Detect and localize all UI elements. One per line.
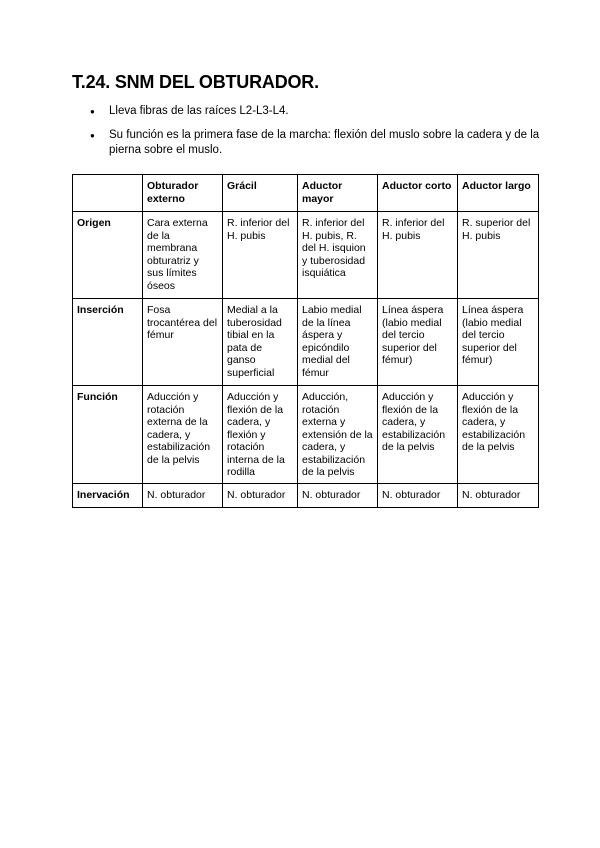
table-cell: Cara externa de la membrana obturatriz y sus límites óseos [143,212,223,299]
page-title: T.24. SNM DEL OBTURADOR. [72,72,319,92]
row-label: Función [73,386,143,484]
table-cell: R. inferior del H. pubis, R. del H. isquion y tuberosidad isquiática [298,212,378,299]
table-header-cell: Aductor corto [378,175,458,212]
table-cell: N. obturador [223,484,298,508]
row-label: Inervación [73,484,143,508]
table-header-cell: Aductor largo [458,175,539,212]
table-row [73,212,539,299]
table-cell: N. obturador [298,484,378,508]
table-cell: N. obturador [143,484,223,508]
table-cell: Aducción, rotación externa y extensión de la cadera, y estabilización de la pelvis [298,386,378,484]
bullet-item: ● Su función es la primera fase de la marcha: flexión del muslo sobre la cadera y de la pierna sobre el muslo. [72,128,542,158]
table-cell: R. superior del H. pubis [458,212,539,299]
row-label: Inserción [73,299,143,386]
table-cell: Aducción y rotación externa de la cadera, y estabilización de la pelvis [143,386,223,484]
row-label: Origen [73,212,143,299]
table-header-cell: Grácil [223,175,298,212]
table-cell: Medial a la tuberosidad tibial en la pata de ganso superficial [223,299,298,386]
table-header-cell: Aductor mayor [298,175,378,212]
table-cell: N. obturador [378,484,458,508]
table-header-cell: Obturador externo [143,175,223,212]
table-cell: R. inferior del H. pubis [378,212,458,299]
table-cell: N. obturador [458,484,539,508]
table-cell: Línea áspera (labio medial del tercio superior del fémur) [458,299,539,386]
table-cell: Aducción y flexión de la cadera, y flexión y rotación interna de la rodilla [223,386,298,484]
table-header-cell [73,175,143,212]
table-cell: Aducción y flexión de la cadera, y estabilización de la pelvis [378,386,458,484]
bullet-list [72,104,542,167]
table-cell: Labio medial de la línea áspera y epicóndilo medial del fémur [298,299,378,386]
table-header-row [73,175,539,212]
table-cell: R. inferior del H. pubis [223,212,298,299]
table-row [73,299,539,386]
table-row [73,386,539,484]
table-row [73,484,539,508]
table-cell: Aducción y flexión de la cadera, y estabilización de la pelvis [458,386,539,484]
muscle-table [72,174,539,508]
bullet-item: ● Lleva fibras de las raíces L2-L3-L4. [72,104,542,119]
table-cell: Fosa trocantérea del fémur [143,299,223,386]
table-cell: Línea áspera (labio medial del tercio superior del fémur) [378,299,458,386]
